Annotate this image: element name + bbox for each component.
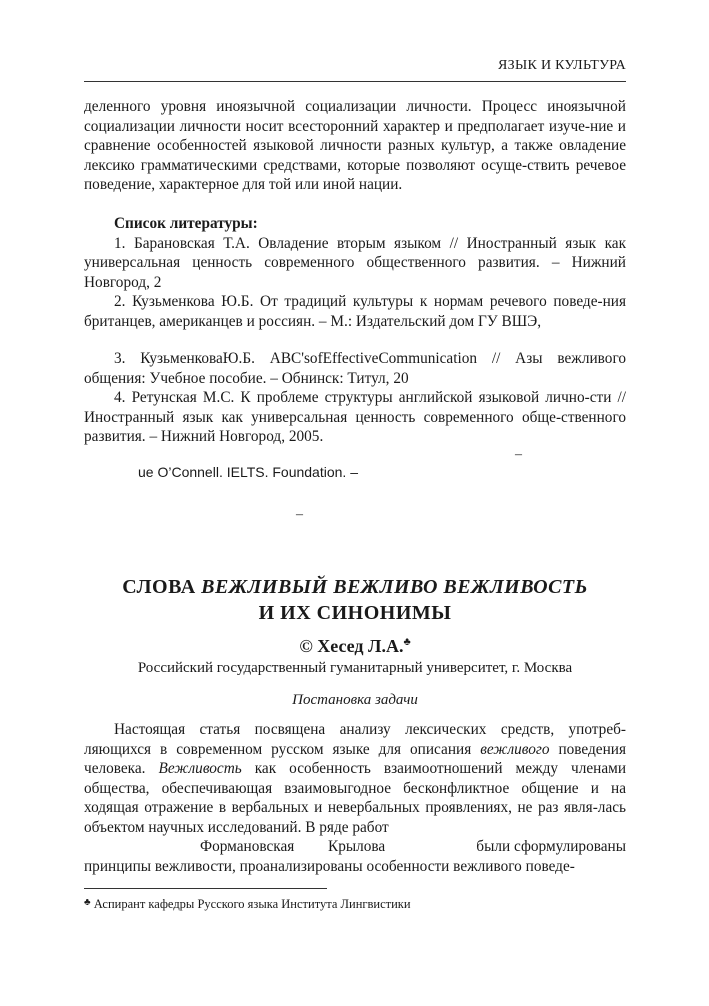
reference-item: 1. Барановская Т.А. Овладение вторым языком // Иностранный язык как универсальная ценность современного общественного развития. – Нижний Новгород, 2 [84,234,626,291]
foreign-reference: ue O’Connell. IELTS. Foundation. – [138,464,358,480]
affiliation: Российский государственный гуманитарный университет, г. Москва [137,660,573,676]
article-body-end [84,857,626,877]
reference-item: 2. Кузьменкова Ю.Б. От традиций культуры к нормам речевого поведе-ния британцев, американцев и россиян. – М.: Издательский дом ГУ ВШЭ, [84,293,626,330]
header-divider [84,81,626,82]
body-text: Настоящая статья посвящена анализу лексических средств, употреб-ляющихся в современном русском языке для описания [84,721,626,758]
dash-mark: – [515,447,522,462]
body-text: поведения человека. [84,740,626,777]
article-title-line-2: И ИХ СИНОНИМЫ [258,602,452,624]
footnote [84,897,411,912]
reference-item: 4. Ретунская М.С. К проблеме структуры английской языковой лично-сти // Иностранный язык как универсальная ценность современного обще-ственного развития. – Нижний Новгород, 2005. [84,389,626,445]
cited-author: Формановская [200,838,295,855]
reference-list [84,214,626,331]
author-line [84,636,626,657]
article-body [84,720,626,837]
body-emphasis: Вежливость [158,760,242,777]
body-gap-line [84,837,626,857]
body-text: как особенность взаимоотношений между членами общества, обеспечивающая взаимовыгодное бесконфликтное общение и на ходящая отражение в вербальных и невербальных проявлениях, не раз явля-лась объектом научных исследований. В ряде работ [84,760,627,836]
reference-heading: Список литературы: [114,215,258,232]
cited-author: Крылова [328,838,386,855]
club-mark-icon: ♣ [403,636,411,648]
intro-paragraph [84,97,626,195]
footnote-text: Аспирант кафедры Русского языка Института Лингвистики [90,897,411,911]
section-subheading: Постановка задачи [292,692,418,708]
reference-list-continued [84,349,626,447]
footnote-divider [84,888,327,889]
article-title-line-1 [84,574,626,600]
body-text: были сформулированы [476,838,626,855]
reference-item: 3. КузьменковаЮ.Б. ABC'sofEffectiveCommunication // Азы вежливого общения: Учебное пособие. – Обнинск: Титул, 20 [84,350,626,387]
running-header: ЯЗЫК И КУЛЬТУРА [498,58,626,73]
title-prefix: СЛОВА [122,576,202,598]
author-name: © Хесед Л.А. [299,636,404,656]
body-text: принципы вежливости, проанализированы особенности вежливого поведе- [84,858,575,875]
club-mark-icon: ♣ [84,897,91,908]
intro-text: деленного уровня иноязычной социализации личности. Процесс иноязычной социализации личности носит всесторонний характер и предполагает изуче-ние и сравнение особенностей языковой личности разных культур, а также овладение лексико грамматическими средствами, которые позволяют осуще-ствить речевое поведение, характерное для той или иной нации. [84,98,626,193]
body-emphasis: вежливого [480,740,550,758]
title-keywords: ВЕЖЛИВЫЙ ВЕЖЛИВО ВЕЖЛИВОСТЬ [201,576,588,598]
dash-mark: – [296,507,303,522]
